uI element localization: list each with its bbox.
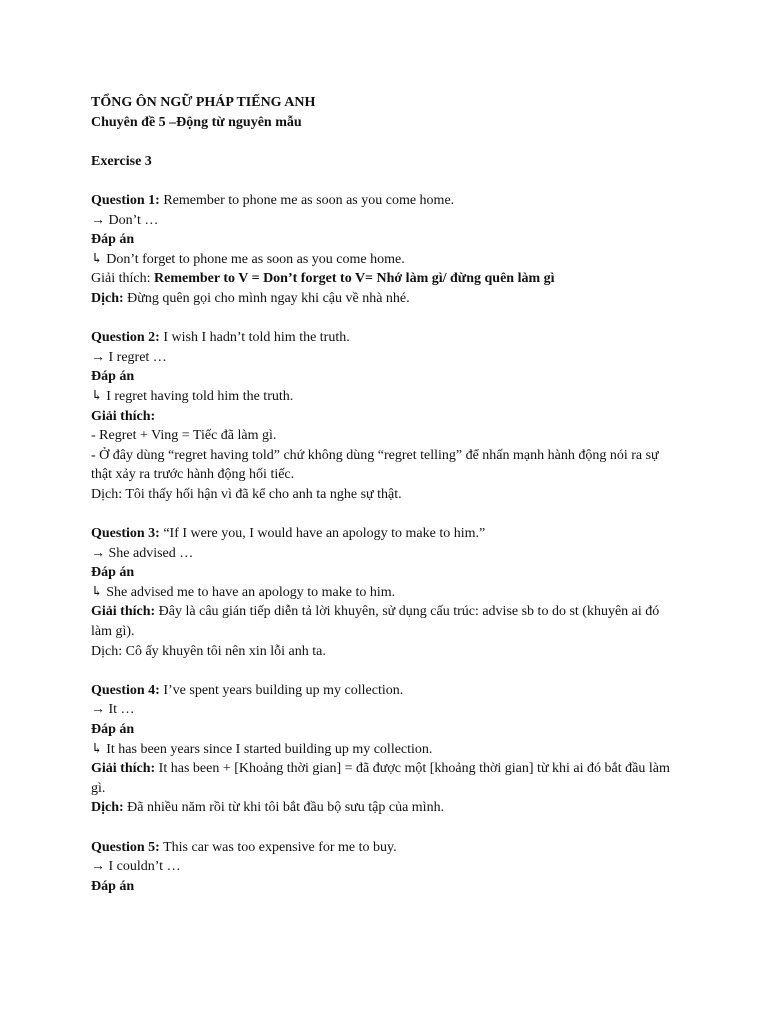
question-line — [91, 524, 681, 544]
explain-text: Remember to V = Don’t forget to V= Nhớ làm gì/ đừng quên làm gì — [154, 271, 555, 287]
question-block-4 — [91, 681, 681, 818]
prompt-line — [91, 857, 681, 877]
prompt-text: Don’t … — [108, 212, 159, 228]
question-block-5 — [91, 838, 681, 897]
translate-line — [91, 798, 681, 818]
arrow-icon: → — [91, 212, 109, 228]
answer-text: I regret having told him the truth. — [106, 388, 294, 404]
arrow-icon: → — [91, 859, 109, 875]
document-body — [91, 93, 681, 896]
question-text: This car was too expensive for me to buy. — [159, 839, 397, 855]
answer-line — [91, 740, 681, 760]
answer-text: It has been years since I started building up my collection. — [106, 741, 433, 757]
spacer — [91, 818, 681, 838]
prompt-text: It … — [108, 702, 135, 718]
prompt-line — [91, 211, 681, 231]
answer-heading: Đáp án — [91, 565, 135, 581]
question-label: Question 2: — [91, 330, 160, 346]
prompt-text: I regret … — [108, 349, 167, 365]
answer-heading: Đáp án — [91, 878, 135, 894]
answer-marker-icon: ↳ — [91, 741, 107, 757]
document-subtitle: Chuyên đề 5 –Động từ nguyên mẫu — [91, 114, 302, 130]
question-block-3 — [91, 524, 681, 661]
spacer — [91, 132, 681, 152]
explain-label: Giải thích: — [91, 761, 156, 777]
translate-label: Dịch: — [91, 800, 124, 816]
arrow-icon: → — [91, 545, 109, 561]
explain-heading: Giải thích: — [91, 408, 156, 424]
spacer — [91, 661, 681, 681]
question-text: “If I were you, I would have an apology to make to him.” — [159, 526, 486, 542]
exercise-heading: Exercise 3 — [91, 153, 152, 169]
translate-line — [91, 289, 681, 309]
question-line — [91, 838, 681, 858]
arrow-icon: → — [91, 349, 109, 365]
question-text: I’ve spent years building up my collection. — [159, 682, 404, 698]
answer-text: Don’t forget to phone me as soon as you come home. — [106, 251, 405, 267]
prompt-line — [91, 700, 681, 720]
explain-text: It has been + [Khoảng thời gian] = đã được một [khoảng thời gian] từ khi ai đó bắt đầu làm gì. — [91, 761, 670, 796]
document-title: TỔNG ÔN NGỮ PHÁP TIẾNG ANH — [91, 95, 316, 110]
question-label: Question 1: — [91, 192, 160, 208]
translate-text: Cô ấy khuyên tôi nên xin lỗi anh ta. — [125, 643, 326, 659]
prompt-text: She advised … — [108, 545, 194, 561]
spacer — [91, 171, 681, 191]
translate-text: Đừng quên gọi cho mình ngay khi cậu về nhà nhé. — [123, 290, 410, 306]
explain-item: - Regret + Ving = Tiếc đã làm gì. — [91, 428, 277, 444]
question-block-2 — [91, 328, 681, 504]
answer-line — [91, 250, 681, 270]
translate-label: Dịch: — [91, 486, 126, 502]
spacer — [91, 504, 681, 524]
translate-label: Dịch: — [91, 643, 126, 659]
answer-marker-icon: ↳ — [91, 388, 107, 404]
question-block-1 — [91, 191, 681, 309]
answer-heading: Đáp án — [91, 369, 135, 385]
question-text: I wish I hadn’t told him the truth. — [159, 330, 350, 346]
answer-heading: Đáp án — [91, 722, 135, 737]
question-label: Question 5: — [91, 839, 160, 855]
prompt-text: I couldn’t … — [108, 859, 181, 875]
question-text: Remember to phone me as soon as you come home. — [159, 192, 455, 208]
explain-line — [91, 759, 681, 798]
answer-marker-icon: ↳ — [91, 251, 107, 267]
answer-line — [91, 387, 681, 407]
answer-marker-icon: ↳ — [91, 584, 107, 600]
answer-text: She advised me to have an apology to make to him. — [106, 584, 396, 600]
prompt-line — [91, 348, 681, 368]
translate-label: Dịch: — [91, 290, 124, 306]
explain-line — [91, 602, 681, 641]
question-line — [91, 681, 681, 701]
explain-item: - Ở đây dùng “regret having told” chứ không dùng “regret telling” để nhấn mạnh hành động nói ra sự thật xảy ra trước hành động hối tiếc. — [91, 447, 659, 483]
question-line — [91, 191, 681, 211]
question-line — [91, 328, 681, 348]
arrow-icon: → — [91, 702, 109, 718]
translate-text: Tôi thấy hối hận vì đã kể cho anh ta nghe sự thật. — [125, 486, 402, 502]
explain-label: Giải thích: — [91, 271, 154, 287]
explain-line — [91, 269, 681, 289]
translate-line — [91, 485, 681, 505]
answer-heading: Đáp án — [91, 232, 135, 248]
explain-label: Giải thích: — [91, 604, 156, 620]
prompt-line — [91, 544, 681, 564]
translate-line — [91, 642, 681, 662]
translate-text: Đã nhiều năm rồi từ khi tôi bắt đầu bộ sưu tập của mình. — [123, 800, 445, 816]
question-label: Question 4: — [91, 682, 160, 698]
explain-text: Đây là câu gián tiếp diễn tả lời khuyên, sử dụng cấu trúc: advise sb to do st (khuyên ai đó làm gì). — [91, 604, 660, 640]
question-label: Question 3: — [91, 526, 160, 542]
answer-line — [91, 583, 681, 603]
spacer — [91, 309, 681, 329]
